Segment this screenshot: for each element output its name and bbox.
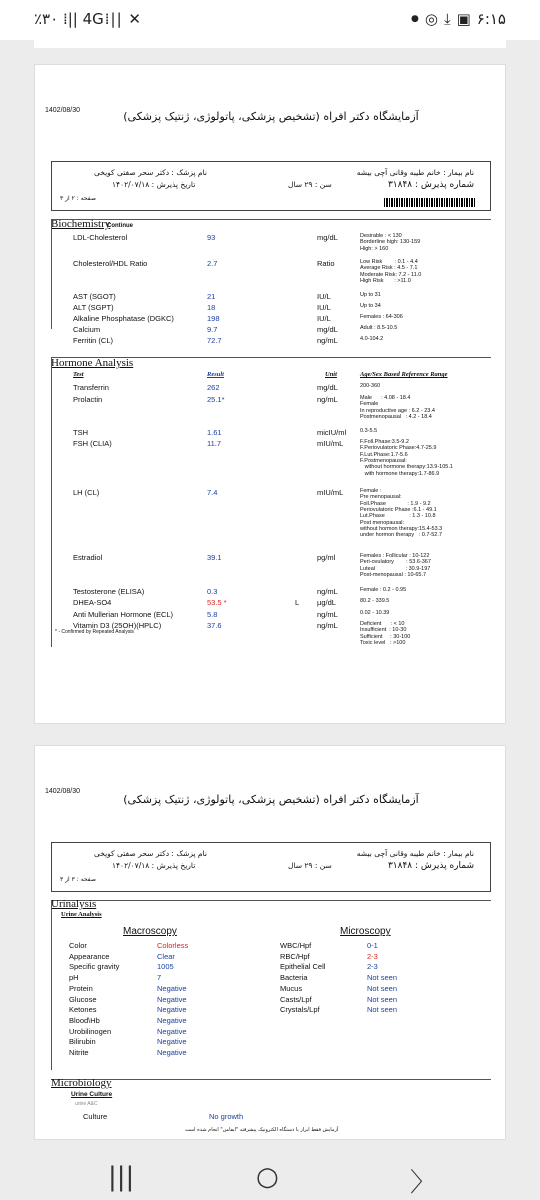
test-name: Testosterone (ELISA) <box>73 587 145 596</box>
admission-number: شماره پذیرش : ۳۱۸۴۸ <box>387 861 474 871</box>
macroscopy-title: Macroscopy <box>123 926 177 937</box>
table-row <box>35 292 507 301</box>
test-name: Ferritin (CL) <box>73 336 114 345</box>
culture-value: No growth <box>209 1112 244 1121</box>
macroscopy-label: Color <box>69 941 87 950</box>
whatsapp-icon: ◎ <box>424 10 438 28</box>
macroscopy-value: Negative <box>157 1048 187 1057</box>
test-result: 9.7 <box>207 325 218 334</box>
test-result: 198 <box>207 314 220 323</box>
macroscopy-value: Negative <box>157 1015 187 1025</box>
table-row <box>35 383 507 392</box>
test-result: 25.1* <box>207 395 225 404</box>
microscopy-label: Epithelial Cell <box>280 962 326 972</box>
test-result: 1.61 <box>207 428 222 437</box>
microscopy-value: Not seen <box>367 983 398 993</box>
test-result: 2.7 <box>207 259 218 268</box>
reference-range: F.Foll.Phase:3.5-9.2 F.Periovulatoric Phase:4.7-25.9 F.Lut.Phase:1.7-5.6 F.Postmenopausal: without hormone therapy:13.9-105.1 with hormone therapy:1.7-86.9 <box>360 439 453 477</box>
test-result: 5.8 <box>207 610 218 619</box>
reference-range: Adult : 8.5-10.5 <box>360 325 398 331</box>
test-name: Estradiol <box>73 553 103 562</box>
table-row <box>35 259 507 284</box>
reference-range: 200-360 <box>360 383 381 389</box>
microscopy-label: Bacteria <box>280 973 308 983</box>
table-row <box>35 428 507 437</box>
table-row <box>35 336 507 345</box>
table-row <box>35 439 507 477</box>
table-row <box>35 488 507 539</box>
gallery-icon: ▣ <box>456 10 471 28</box>
reference-range: Females : Follicular : 10-122 Peri-ovulatory : 53.6-367 Luteal : 30.9-197 Post-menopausal : 10-65.7 <box>360 553 431 578</box>
urine-analysis-label: Urine Analysis <box>61 911 102 918</box>
test-name: Vitamin D3 (25OH)(HPLC) <box>73 621 162 630</box>
microscopy-label: RBC/Hpf <box>280 951 310 961</box>
test-unit: µg/dL <box>317 598 336 607</box>
test-unit: IU/L <box>317 292 331 301</box>
microscopy-label: Mucus <box>280 983 303 993</box>
reference-range: Females : 64-306 <box>360 314 403 320</box>
admission-number: شماره پذیرش : ۳۱۸۴۸ <box>387 180 474 190</box>
reference-range: Up to 31 <box>360 292 381 298</box>
reference-range: 0.3-5.5 <box>360 428 378 434</box>
test-name: Anti Mullerian Hormone (ECL) <box>73 610 174 619</box>
recent-apps-button[interactable]: ||| <box>108 1162 135 1192</box>
reference-range: Female : Pre menopausal: Foll.Phase : 1.9 - 9.2 Periovulatoric Phase :6.1 - 49.1 Lut.Phase : 1.3 - 10.8 Post menopausal: without hormon therapy:15.4-53.3 under hormon therapy : 0.7-52.7 <box>360 488 443 539</box>
download-icon: ⤓ <box>443 10 451 28</box>
patient-name: نام بیمار : خانم طیبه وقانی آچی بیشه <box>356 168 474 177</box>
page-number: صفحه : ۲ از ۳ <box>60 195 96 202</box>
test-unit: mIU/mL <box>317 488 344 497</box>
macroscopy-value: Negative <box>157 1005 187 1015</box>
test-result: 262 <box>207 383 220 392</box>
reference-range: 0.02 - 10.39 <box>360 610 390 616</box>
microscopy-value: 2-3 <box>367 951 378 961</box>
footer-note: آزمایش فقط ابراز با دستگاه الکترونیک پیشرفته "ایفامن" انجام شده است <box>185 1127 339 1133</box>
macroscopy-value: 1005 <box>157 962 174 972</box>
doctor-name: نام پزشک : دکتر سحر صفتی کویخی <box>94 168 207 177</box>
test-result: 39.1 <box>207 553 222 562</box>
reference-range: Up to 34 <box>360 303 381 309</box>
test-unit: ng/mL <box>317 587 338 596</box>
table-row <box>35 587 507 596</box>
test-name: LDL-Cholesterol <box>73 233 128 242</box>
test-result: 37.6 <box>207 621 222 630</box>
lab-title: (آزمایشگاه دکتر افراه (تشخیص پزشکی، پاتولوژی، ژنتیک پزشکی <box>123 110 419 123</box>
test-name: TSH <box>73 428 88 437</box>
test-unit: ng/mL <box>317 610 338 619</box>
table-row <box>35 233 507 252</box>
macroscopy-label: Nitrite <box>69 1048 89 1057</box>
test-unit: IU/L <box>317 314 331 323</box>
microscopy-value: 2-3 <box>367 962 378 972</box>
doctor-name: نام پزشک : دکتر سحر صفتی کویخی <box>94 849 207 858</box>
section-urinalysis: Urinalysis <box>51 898 97 910</box>
clock: ۶:۱۵ <box>476 10 506 28</box>
previous-page-edge <box>34 40 506 48</box>
macroscopy-label: Blood\Hb <box>69 1015 100 1025</box>
barcode <box>384 198 476 207</box>
footnote: * - Confirmed by Repeated Analysis <box>55 629 134 635</box>
test-result: 7.4 <box>207 488 218 497</box>
macroscopy-value: Negative <box>157 1037 187 1047</box>
microscopy-label: Crystals/Lpf <box>280 1005 320 1015</box>
test-name: LH (CL) <box>73 488 100 497</box>
microscopy-value: Not seen <box>367 994 398 1004</box>
test-unit: ng/mL <box>317 395 338 404</box>
macroscopy-value: Negative <box>157 983 187 993</box>
macroscopy-value: Negative <box>157 994 187 1004</box>
patient-info-box <box>51 842 491 892</box>
reference-range: 4.0-104.2 <box>360 336 384 342</box>
home-button[interactable]: ○ <box>256 1162 279 1192</box>
macroscopy-label: Protein <box>69 983 93 993</box>
header-reference: Age/Sex Based Reference Range <box>360 371 448 378</box>
test-unit: Ratio <box>317 259 335 268</box>
admission-date: تاریخ پذیرش : ۱۴۰۲/۰۷/۱۸ <box>112 180 196 189</box>
test-unit: mg/dL <box>317 325 338 334</box>
test-name: Transferrin <box>73 383 109 392</box>
header-test: Test <box>73 371 84 378</box>
test-name: AST (SGOT) <box>73 292 116 301</box>
macroscopy-label: Glucose <box>69 994 97 1004</box>
section-hormone-analysis: Hormone Analysis <box>51 357 134 369</box>
test-result: 18 <box>207 303 216 312</box>
test-name: DHEA-SO4 <box>73 598 112 607</box>
test-unit: pg/ml <box>317 553 336 562</box>
microscopy-value: Not seen <box>367 1005 398 1015</box>
test-unit: mIU/mL <box>317 439 344 448</box>
table-row <box>35 395 507 420</box>
test-unit: ng/mL <box>317 336 338 345</box>
test-result: 53.5 * <box>207 598 227 607</box>
reference-range: Male : 4.08 - 18.4 Female In reproductive age : 6.2 - 23.4 Postmenopausal : 4.2 - 18.4 <box>360 395 435 420</box>
reference-range: Female : 0.2 - 0.95 <box>360 587 407 593</box>
hormone-header-row <box>35 371 507 380</box>
reference-range: Deficient : < 10 Insufficient : 10-30 Sufficient : 30-100 Toxic level : >100 <box>360 621 411 646</box>
report-page-3[interactable] <box>34 745 506 1140</box>
reference-range: Low Risk : 0.1 - 4.4 Average Risk : 4.5 - 7.1 Moderate Risk: 7.2 - 11.0 High Risk : >11.0 <box>360 259 422 284</box>
page-number: صفحه : ۳ از ۳ <box>60 876 96 883</box>
table-row <box>35 303 507 312</box>
test-result: 72.7 <box>207 336 222 345</box>
header-result: Result <box>207 371 224 378</box>
patient-info-box <box>51 161 491 211</box>
patient-age: سن : ۲۹ سال <box>288 180 332 189</box>
continue-label: Continue <box>107 223 133 229</box>
report-page-2[interactable] <box>34 64 506 724</box>
test-result: 21 <box>207 292 216 301</box>
section-biochemistry: Biochemistry <box>51 218 111 230</box>
microscopy-label: WBC/Hpf <box>280 941 312 950</box>
test-name: Prolactin <box>73 395 103 404</box>
microscopy-value: Not seen <box>367 973 398 983</box>
patient-name: نام بیمار : خانم طیبه وقانی آچی بیشه <box>356 849 474 858</box>
urine-culture-label: Urine Culture <box>71 1091 113 1098</box>
table-row <box>35 598 507 607</box>
test-result: 11.7 <box>207 439 222 448</box>
status-left: ٪۳۰ ⁞|| 4G⁞|| ✕ <box>34 10 142 28</box>
back-button[interactable]: 〉 <box>410 1168 437 1198</box>
navigation-bar <box>0 1148 540 1200</box>
header-unit: Unit <box>325 371 337 378</box>
table-row <box>35 610 507 619</box>
macroscopy-label: pH <box>69 973 79 983</box>
report-date: 1402/08/30 <box>45 788 81 795</box>
macroscopy-value: 7 <box>157 973 162 983</box>
test-name: Alkaline Phosphatase (DGKC) <box>73 314 174 323</box>
dot-icon: ● <box>410 14 419 24</box>
culture-label: Culture <box>83 1112 108 1121</box>
test-result: 0.3 <box>207 587 218 596</box>
report-date: 1402/08/30 <box>45 107 81 114</box>
table-row <box>35 325 507 334</box>
reference-range: Desirable : < 130 Borderline high: 130-159 High: > 160 <box>360 233 421 252</box>
flag: L <box>295 598 300 607</box>
macroscopy-value: Negative <box>157 1026 187 1036</box>
macroscopy-value: Colorless <box>157 941 189 950</box>
test-name: Calcium <box>73 325 101 334</box>
reference-range: 80.2 - 339.5 <box>360 598 390 604</box>
macroscopy-label: Appearance <box>69 951 110 961</box>
microscopy-value: 0-1 <box>367 941 378 950</box>
test-unit: micIU/ml <box>317 428 347 437</box>
test-name: FSH (CLIA) <box>73 439 112 448</box>
test-unit: ng/mL <box>317 621 338 630</box>
macroscopy-label: Bilirubin <box>69 1037 96 1047</box>
macroscopy-label: Urobilinogen <box>69 1026 112 1036</box>
admission-date: تاریخ پذیرش : ۱۴۰۲/۰۷/۱۸ <box>112 861 196 870</box>
table-row <box>35 314 507 323</box>
urine-culture-sub: urine A&C <box>75 1101 98 1107</box>
patient-age: سن : ۲۹ سال <box>288 861 332 870</box>
macroscopy-label: Ketones <box>69 1005 97 1015</box>
lab-title: (آزمایشگاه دکتر افراه (تشخیص پزشکی، پاتولوژی، ژنتیک پزشکی <box>123 793 419 806</box>
section-microbiology: Microbiology <box>51 1077 112 1089</box>
test-unit: mg/dL <box>317 383 338 392</box>
test-name: Cholesterol/HDL Ratio <box>73 259 148 268</box>
table-row <box>35 553 507 578</box>
microscopy-title: Microscopy <box>340 926 391 937</box>
microscopy-label: Casts/Lpf <box>280 994 312 1004</box>
macroscopy-value: Clear <box>157 951 175 961</box>
test-unit: IU/L <box>317 303 331 312</box>
test-result: 93 <box>207 233 216 242</box>
test-name: ALT (SGPT) <box>73 303 114 312</box>
status-bar <box>0 0 540 40</box>
test-unit: mg/dL <box>317 233 338 242</box>
macroscopy-label: Specific gravity <box>69 962 120 972</box>
